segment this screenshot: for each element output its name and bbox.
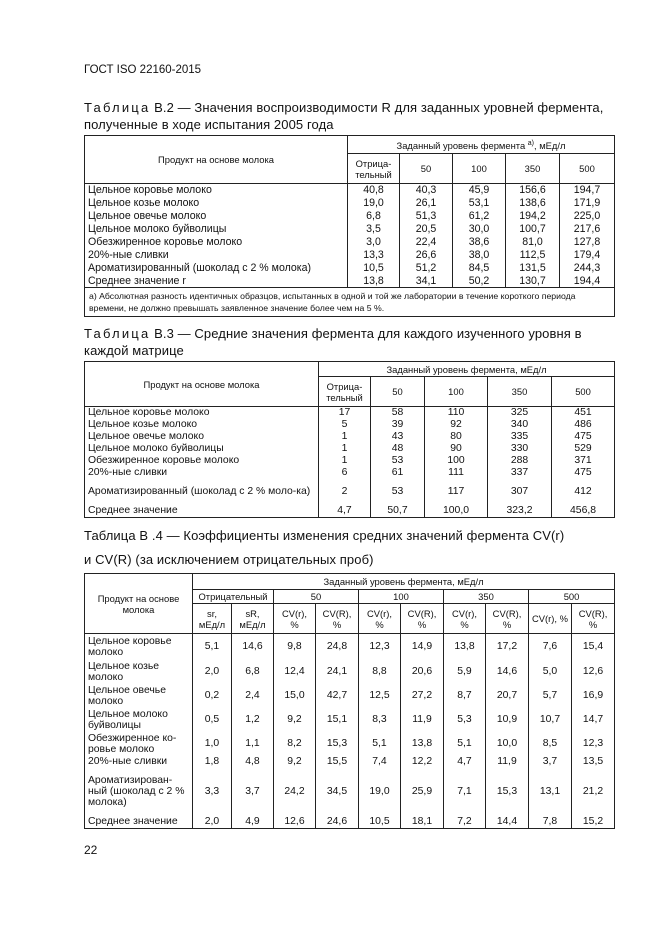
table-cell: 5,1 (193, 634, 232, 660)
row-label: Цельное овечье молоко (85, 684, 193, 708)
table-cell: 244,3 (560, 262, 615, 275)
table-cell: 1 (319, 443, 371, 455)
table-cell: 6,8 (232, 660, 274, 684)
table-row (85, 249, 615, 262)
table-b2-level-4: 500 (560, 154, 615, 184)
table-cell: 27,2 (401, 684, 444, 708)
table-cell: 330 (488, 443, 552, 455)
table-cell: 45,9 (453, 184, 506, 197)
table-cell: 24,2 (274, 768, 316, 816)
table-b2-footnote: а) Абсолютная разность идентичных образцов, испытанных в одной и той же лаборатории в течение короткого периода времени, не должно превышать заявленное значение более чем на 5 %. (85, 288, 615, 317)
table-cell: 15,1 (316, 708, 359, 732)
table-cell: 325 (488, 407, 552, 420)
table-cell: 127,8 (560, 236, 615, 249)
table-cell: 8,7 (444, 684, 486, 708)
table-cell: 51,3 (400, 210, 453, 223)
table-b4-subhead-9: CV(R), % (572, 604, 615, 634)
table-cell: 42,7 (316, 684, 359, 708)
table-cell: 3,5 (348, 223, 400, 236)
table-cell: 15,4 (572, 634, 615, 660)
table-cell: 38,0 (453, 249, 506, 262)
table-cell: 40,8 (348, 184, 400, 197)
table-cell: 112,5 (506, 249, 560, 262)
table-row (85, 236, 615, 249)
table-b2-level-header: Заданный уровень фермента $^{а)}$, мЕд/л (348, 136, 615, 154)
table-cell: 13,8 (401, 732, 444, 756)
table-b3-caption (84, 325, 582, 359)
footnote-row (85, 288, 615, 317)
table-b4 (84, 573, 615, 829)
table-b2-caption (84, 99, 603, 133)
table-cell: 61,2 (453, 210, 506, 223)
table-cell: 340 (488, 419, 552, 431)
table-cell: 475 (552, 467, 615, 479)
row-label: 20%-ные сливки (85, 756, 193, 768)
table-cell: 10,5 (348, 262, 400, 275)
row-label: Цельное козье молоко (85, 419, 319, 431)
table-cell: 13,8 (348, 275, 400, 288)
table-cell: 1,8 (193, 756, 232, 768)
table-cell: 7,6 (529, 634, 572, 660)
table-cell: 17,2 (486, 634, 529, 660)
table-row (85, 708, 615, 732)
row-label: Цельное козье молоко (85, 660, 193, 684)
table-row (85, 262, 615, 275)
row-label: 20%-ные сливки (85, 249, 348, 262)
table-b4-subhead-0: sr, мЕд/л (193, 604, 232, 634)
table-cell: 8,5 (529, 732, 572, 756)
table-cell: 9,2 (274, 756, 316, 768)
row-label: 20%-ные сливки (85, 467, 319, 479)
table-b3-caption-text: В.3 — Средние значения фермента для каждого изученного уровня в (150, 326, 582, 341)
table-cell: 5,3 (444, 708, 486, 732)
table-row (85, 419, 615, 431)
table-row (85, 223, 615, 236)
table-b3-level-1: 50 (371, 377, 425, 407)
table-b2-level-1: 50 (400, 154, 453, 184)
row-label: Цельное овечье молоко (85, 210, 348, 223)
table-b2-caption-line2: полученные в ходе испытания 2005 года (84, 117, 334, 132)
table-cell: 130,7 (506, 275, 560, 288)
table-cell: 15,3 (316, 732, 359, 756)
table-cell: 24,8 (316, 634, 359, 660)
table-cell: 217,6 (560, 223, 615, 236)
table-cell: 58 (371, 407, 425, 420)
table-row (85, 816, 615, 829)
table-cell: 12,4 (274, 660, 316, 684)
table-b2-caption-text: В.2 — Значения воспроизводимости R для заданных уровней фермента, (150, 100, 604, 115)
row-label: Цельное овечье молоко (85, 431, 319, 443)
table-b4-caption-line1: Таблица В .4 — Коэффициенты изменения средних значений фермента CV(r) (84, 528, 565, 543)
table-cell: 288 (488, 455, 552, 467)
row-label: Среднее значение (85, 505, 319, 518)
table-cell: 529 (552, 443, 615, 455)
table-cell: 156,6 (506, 184, 560, 197)
table-cell: 2,0 (193, 816, 232, 829)
table-cell: 25,9 (401, 768, 444, 816)
table-b4-subhead-6: CV(r), % (444, 604, 486, 634)
table-cell: 7,4 (359, 756, 401, 768)
table-row (85, 684, 615, 708)
table-cell: 15,2 (572, 816, 615, 829)
table-b2 (84, 135, 615, 317)
table-row (85, 732, 615, 756)
table-cell: 20,7 (486, 684, 529, 708)
table-cell: 8,8 (359, 660, 401, 684)
table-cell: 13,5 (572, 756, 615, 768)
table-cell: 3,7 (529, 756, 572, 768)
table-cell: 12,6 (274, 816, 316, 829)
table-cell: 179,4 (560, 249, 615, 262)
table-b4-subhead-5: CV(R), % (401, 604, 444, 634)
table-cell: 131,5 (506, 262, 560, 275)
table-cell: 6 (319, 467, 371, 479)
table-cell: 4,8 (232, 756, 274, 768)
table-b4-caption-line2: и CV(R) (за исключением отрицательных проб) (84, 552, 374, 567)
table-cell: 92 (425, 419, 488, 431)
table-row (85, 184, 615, 197)
table-b2-product-header: Продукт на основе молока (85, 136, 348, 184)
table-cell: 12,5 (359, 684, 401, 708)
table-b4-subhead-7: CV(R), % (486, 604, 529, 634)
table-b4-subhead-4: CV(r), % (359, 604, 401, 634)
table-cell: 337 (488, 467, 552, 479)
table-b2-level-0: Отрица-тельный (348, 154, 400, 184)
table-b3-level-3: 350 (488, 377, 552, 407)
table-cell: 5,1 (359, 732, 401, 756)
table-row (85, 443, 615, 455)
table-b4-product-header: Продукт на основе молока (85, 574, 193, 634)
table-cell: 15,0 (274, 684, 316, 708)
table-cell: 4,7 (444, 756, 486, 768)
table-cell: 412 (552, 479, 615, 505)
table-cell: 1,0 (193, 732, 232, 756)
table-cell: 110 (425, 407, 488, 420)
table-b3 (84, 361, 615, 518)
table-cell: 53 (371, 455, 425, 467)
table-cell: 14,4 (486, 816, 529, 829)
table-b4-group-1: 50 (274, 590, 359, 604)
table-b3-caption-prefix: Таблица (84, 326, 151, 341)
table-cell: 19,0 (359, 768, 401, 816)
table-cell: 21,2 (572, 768, 615, 816)
table-cell: 11,9 (486, 756, 529, 768)
table-cell: 10,7 (529, 708, 572, 732)
table-cell: 48 (371, 443, 425, 455)
table-cell: 225,0 (560, 210, 615, 223)
table-cell: 1,1 (232, 732, 274, 756)
table-cell: 7,2 (444, 816, 486, 829)
table-b3-level-2: 100 (425, 377, 488, 407)
table-cell: 171,9 (560, 197, 615, 210)
table-b3-level-header: Заданный уровень фермента, мЕд/л (319, 362, 615, 377)
table-cell: 53,1 (453, 197, 506, 210)
table-cell: 100,7 (506, 223, 560, 236)
table-cell: 1,2 (232, 708, 274, 732)
row-label: Среднее значение (85, 816, 193, 829)
table-cell: 1 (319, 455, 371, 467)
table-cell: 4,7 (319, 505, 371, 518)
table-row (85, 479, 615, 505)
table-cell: 111 (425, 467, 488, 479)
table-cell: 194,4 (560, 275, 615, 288)
table-cell: 11,9 (401, 708, 444, 732)
table-cell: 3,0 (348, 236, 400, 249)
table-row (85, 455, 615, 467)
table-cell: 371 (552, 455, 615, 467)
table-cell: 53 (371, 479, 425, 505)
table-cell: 34,5 (316, 768, 359, 816)
table-cell: 14,6 (486, 660, 529, 684)
table-cell: 5,0 (529, 660, 572, 684)
page-number: 22 (84, 843, 98, 857)
table-cell: 100 (425, 455, 488, 467)
table-cell: 24,6 (316, 816, 359, 829)
table-b4-group-4: 500 (529, 590, 615, 604)
table-cell: 194,7 (560, 184, 615, 197)
row-label: Цельное молоко буйволицы (85, 708, 193, 732)
table-cell: 335 (488, 431, 552, 443)
table-cell: 1 (319, 431, 371, 443)
row-label: Среднее значение r (85, 275, 348, 288)
table-cell: 2 (319, 479, 371, 505)
table-cell: 8,2 (274, 732, 316, 756)
table-cell: 307 (488, 479, 552, 505)
table-b2-level-3: 350 (506, 154, 560, 184)
table-cell: 17 (319, 407, 371, 420)
table-row (85, 634, 615, 660)
table-row (85, 275, 615, 288)
row-label: Обезжиренное коровье молоко (85, 236, 348, 249)
table-row (85, 768, 615, 816)
row-label: Обезжиренное ко-ровье молоко (85, 732, 193, 756)
table-cell: 12,6 (572, 660, 615, 684)
table-b3-caption-line2: каждой матрице (84, 343, 184, 358)
row-label: Ароматизированный (шоколад с 2 % моло-ка) (85, 479, 319, 505)
table-cell: 3,7 (232, 768, 274, 816)
table-cell: 9,2 (274, 708, 316, 732)
table-cell: 2,0 (193, 660, 232, 684)
table-b4-group-0: Отрицательный (193, 590, 274, 604)
table-cell: 486 (552, 419, 615, 431)
table-b2-caption-prefix: Таблица (84, 100, 151, 115)
table-row (85, 505, 615, 518)
table-cell: 475 (552, 431, 615, 443)
table-b4-group-3: 350 (444, 590, 529, 604)
table-cell: 16,9 (572, 684, 615, 708)
row-label: Цельное молоко буйволицы (85, 223, 348, 236)
table-cell: 456,8 (552, 505, 615, 518)
table-b4-subhead-2: CV(r), % (274, 604, 316, 634)
table-cell: 20,5 (400, 223, 453, 236)
table-cell: 194,2 (506, 210, 560, 223)
table-cell: 10,9 (486, 708, 529, 732)
row-label: Обезжиренное коровье молоко (85, 455, 319, 467)
table-cell: 100,0 (425, 505, 488, 518)
table-cell: 20,6 (401, 660, 444, 684)
table-cell: 43 (371, 431, 425, 443)
row-label: Цельное коровье молоко (85, 407, 319, 420)
table-b4-caption (84, 527, 564, 544)
table-cell: 5,7 (529, 684, 572, 708)
table-row (85, 660, 615, 684)
footnote-marker: а) (527, 139, 535, 147)
table-cell: 3,3 (193, 768, 232, 816)
row-label: Цельное коровье молоко (85, 184, 348, 197)
table-cell: 12,3 (359, 634, 401, 660)
table-cell: 30,0 (453, 223, 506, 236)
table-cell: 38,6 (453, 236, 506, 249)
row-label: Цельное коровье молоко (85, 634, 193, 660)
table-cell: 5,1 (444, 732, 486, 756)
table-cell: 0,2 (193, 684, 232, 708)
table-cell: 18,1 (401, 816, 444, 829)
running-header: ГОСТ ISO 22160-2015 (84, 64, 202, 76)
table-cell: 15,3 (486, 768, 529, 816)
table-b4-subhead-1: sR, мЕд/л (232, 604, 274, 634)
table-cell: 13,3 (348, 249, 400, 262)
table-cell: 2,4 (232, 684, 274, 708)
table-cell: 7,8 (529, 816, 572, 829)
table-cell: 13,8 (444, 634, 486, 660)
table-b3-product-header: Продукт на основе молока (85, 362, 319, 407)
table-cell: 80 (425, 431, 488, 443)
table-cell: 12,3 (572, 732, 615, 756)
table-row (85, 431, 615, 443)
table-cell: 24,1 (316, 660, 359, 684)
table-b3-level-4: 500 (552, 377, 615, 407)
table-cell: 50,2 (453, 275, 506, 288)
table-cell: 7,1 (444, 768, 486, 816)
table-cell: 40,3 (400, 184, 453, 197)
table-row (85, 197, 615, 210)
row-label: Цельное молоко буйволицы (85, 443, 319, 455)
table-cell: 117 (425, 479, 488, 505)
row-label: Ароматизирован-ный (шоколад с 2 % молока) (85, 768, 193, 816)
table-cell: 81,0 (506, 236, 560, 249)
table-b2-level-2: 100 (453, 154, 506, 184)
table-row (85, 467, 615, 479)
table-row (85, 756, 615, 768)
table-cell: 138,6 (506, 197, 560, 210)
table-cell: 22,4 (400, 236, 453, 249)
table-cell: 0,5 (193, 708, 232, 732)
table-cell: 39 (371, 419, 425, 431)
table-cell: 15,5 (316, 756, 359, 768)
table-cell: 323,2 (488, 505, 552, 518)
table-cell: 10,0 (486, 732, 529, 756)
table-cell: 12,2 (401, 756, 444, 768)
table-cell: 5,9 (444, 660, 486, 684)
table-cell: 90 (425, 443, 488, 455)
table-b4-subhead-8: CV(r), % (529, 604, 572, 634)
table-cell: 5 (319, 419, 371, 431)
table-cell: 19,0 (348, 197, 400, 210)
table-cell: 10,5 (359, 816, 401, 829)
table-cell: 8,3 (359, 708, 401, 732)
table-cell: 84,5 (453, 262, 506, 275)
table-cell: 13,1 (529, 768, 572, 816)
table-cell: 14,9 (401, 634, 444, 660)
table-b4-level-header: Заданный уровень фермента, мЕд/л (193, 574, 615, 590)
row-label: Цельное козье молоко (85, 197, 348, 210)
table-cell: 9,8 (274, 634, 316, 660)
table-cell: 26,6 (400, 249, 453, 262)
table-cell: 4,9 (232, 816, 274, 829)
table-cell: 34,1 (400, 275, 453, 288)
table-row (85, 210, 615, 223)
table-b4-caption-2 (84, 551, 374, 568)
table-cell: 50,7 (371, 505, 425, 518)
table-cell: 26,1 (400, 197, 453, 210)
table-cell: 61 (371, 467, 425, 479)
table-b4-group-2: 100 (359, 590, 444, 604)
table-cell: 451 (552, 407, 615, 420)
table-cell: 14,7 (572, 708, 615, 732)
table-cell: 14,6 (232, 634, 274, 660)
table-b3-level-0: Отрица-тельный (319, 377, 371, 407)
table-cell: 6,8 (348, 210, 400, 223)
table-row (85, 407, 615, 420)
table-cell: 51,2 (400, 262, 453, 275)
row-label: Ароматизированный (шоколад с 2 % молока) (85, 262, 348, 275)
table-b4-subhead-3: CV(R), % (316, 604, 359, 634)
